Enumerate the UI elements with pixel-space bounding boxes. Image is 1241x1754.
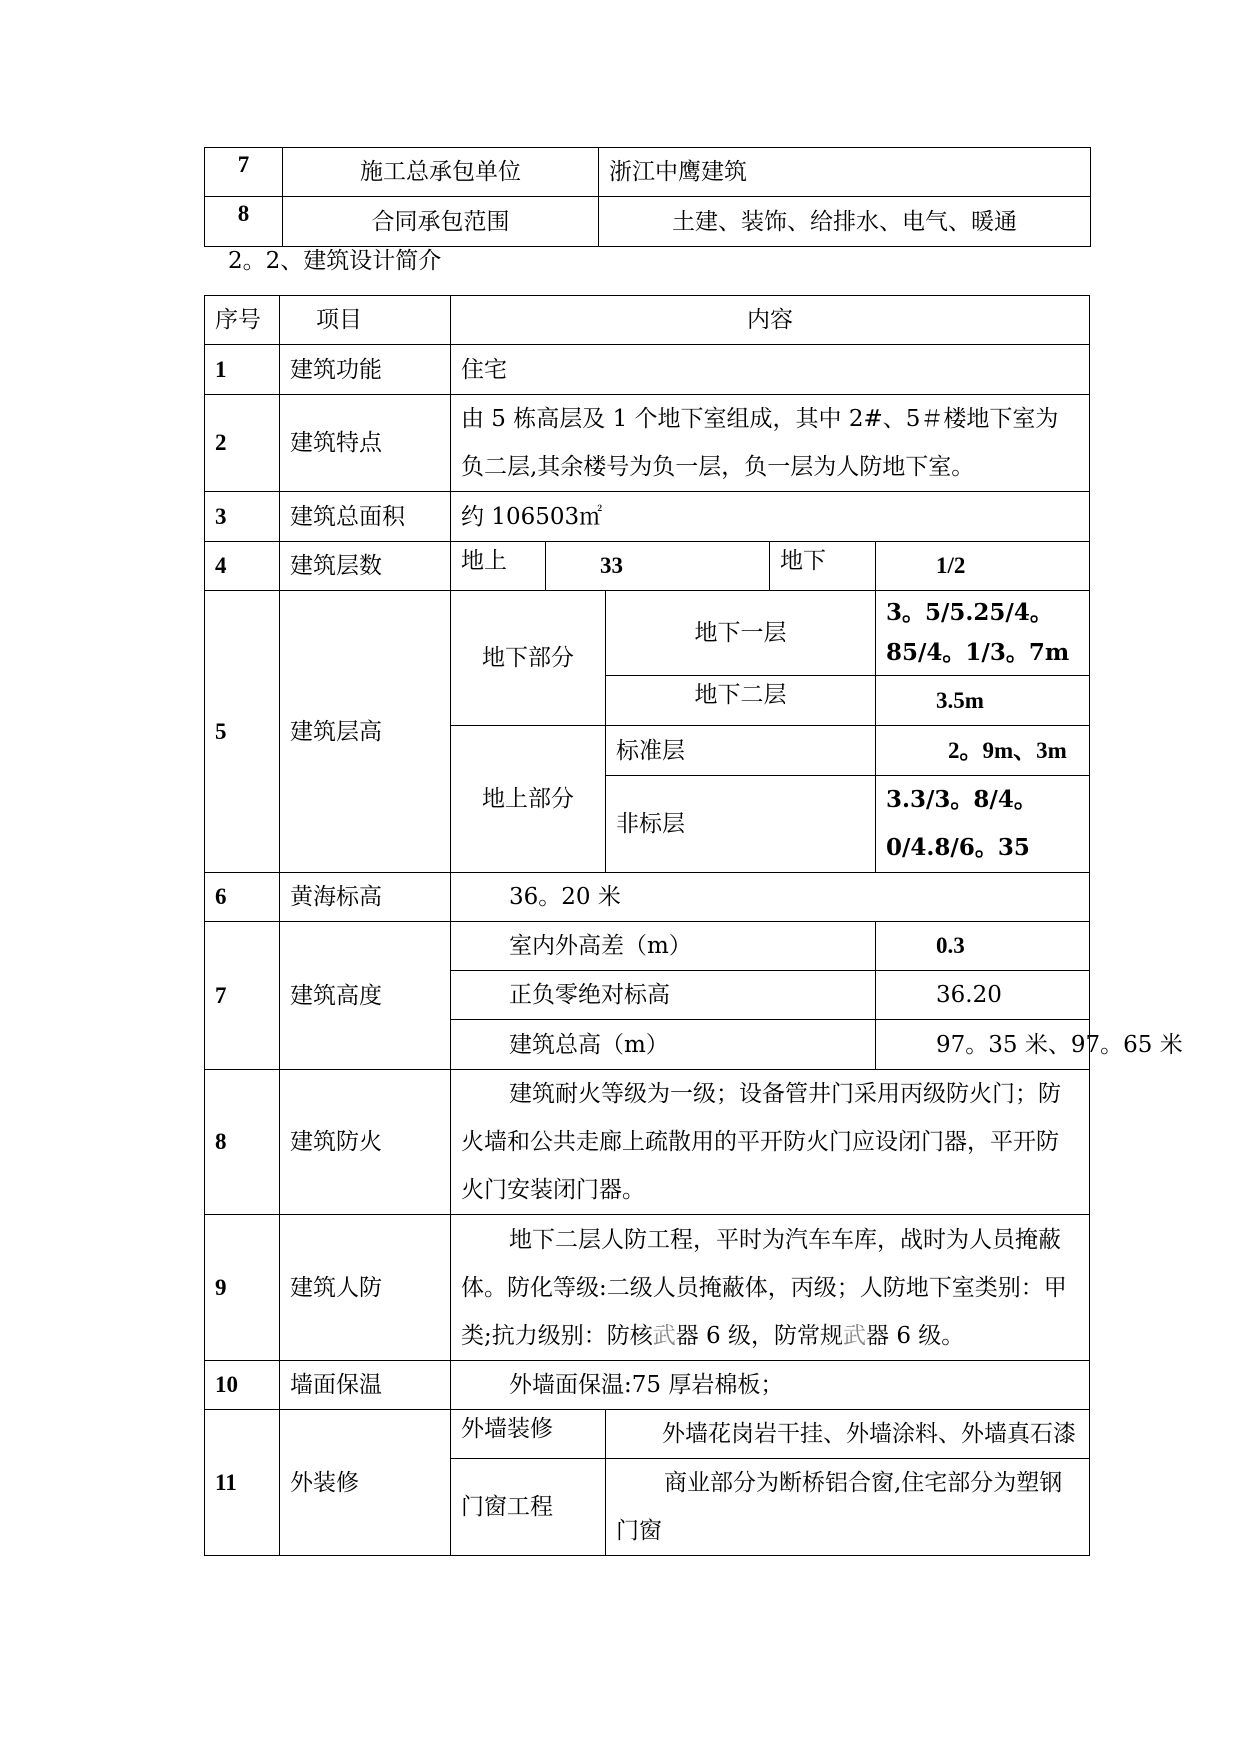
row-content: 由 5 栋高层及 1 个地下室组成，其中 2#、5＃楼地下室为负二层,其余楼号为负一层，负一层为人防地下室。 bbox=[451, 395, 1090, 492]
row-number: 4 bbox=[205, 542, 280, 591]
row-number: 1 bbox=[205, 345, 280, 395]
row-number: 8 bbox=[205, 197, 283, 247]
nonstd-value: 3.3/3。8/4。0/4.8/6。35 bbox=[876, 776, 1090, 873]
row-content: 住宅 bbox=[451, 345, 1090, 395]
underground-label: 地下部分 bbox=[451, 591, 606, 726]
row-item: 合同承包范围 bbox=[283, 197, 599, 247]
table-row bbox=[205, 1361, 1090, 1410]
row-content: 36。20 米 bbox=[451, 873, 1090, 922]
row-item: 建筑总面积 bbox=[280, 492, 451, 542]
table-row bbox=[205, 873, 1090, 922]
nonstd-label: 非标层 bbox=[606, 776, 876, 873]
row-number: 5 bbox=[205, 591, 280, 873]
content-part-gray: 武 bbox=[843, 1322, 867, 1349]
b2-label: 地下二层 bbox=[606, 676, 876, 726]
row-number: 3 bbox=[205, 492, 280, 542]
row-number: 6 bbox=[205, 873, 280, 922]
row-number: 7 bbox=[205, 922, 280, 1070]
row-number: 8 bbox=[205, 1070, 280, 1215]
aboveground-label: 地上部分 bbox=[451, 726, 606, 873]
total-value: 97。35 米、97。65 米 bbox=[876, 1020, 1090, 1070]
header-no: 序号 bbox=[205, 296, 280, 345]
diff-value: 0.3 bbox=[876, 922, 1090, 971]
content-part-gray: 武 bbox=[652, 1322, 676, 1349]
above-ground-value: 33 bbox=[546, 542, 770, 591]
content-part: 器 6 级。 bbox=[866, 1322, 965, 1349]
zero-value: 36.20 bbox=[876, 971, 1090, 1020]
design-table bbox=[204, 295, 1183, 1556]
table-row bbox=[205, 922, 1090, 971]
table-row bbox=[205, 345, 1090, 395]
row-content bbox=[451, 1215, 1090, 1361]
content-part: 器 6 级，防常规 bbox=[675, 1322, 844, 1349]
row-item: 建筑功能 bbox=[280, 345, 451, 395]
table-row bbox=[205, 1215, 1090, 1361]
table-row bbox=[205, 1070, 1090, 1215]
row-number: 10 bbox=[205, 1361, 280, 1410]
contractor-table bbox=[204, 147, 1091, 247]
window-label: 门窗工程 bbox=[451, 1459, 606, 1556]
std-value: 2。9m、3m bbox=[876, 726, 1090, 776]
table-row bbox=[205, 1410, 1090, 1459]
zero-label: 正负零绝对标高 bbox=[451, 971, 876, 1020]
row-content: 土建、装饰、给排水、电气、暖通 bbox=[599, 197, 1091, 247]
std-label: 标准层 bbox=[606, 726, 876, 776]
row-item: 建筑层数 bbox=[280, 542, 451, 591]
table-row bbox=[205, 148, 1091, 197]
b2-value: 3.5m bbox=[876, 676, 1090, 726]
row-item: 建筑特点 bbox=[280, 395, 451, 492]
row-item: 墙面保温 bbox=[280, 1361, 451, 1410]
content-part: 地下二层人防工程，平时为汽车车库，战时为人员掩蔽体。防化等级:二级人员掩蔽体，丙级；人防地下室类别：甲类;抗力级别：防核 bbox=[461, 1226, 1067, 1349]
table-row bbox=[205, 197, 1091, 247]
wall-value: 外墙花岗岩干挂、外墙涂料、外墙真石漆 bbox=[606, 1410, 1090, 1459]
section-heading: 2。2、建筑设计简介 bbox=[228, 248, 442, 274]
row-item: 施工总承包单位 bbox=[283, 148, 599, 197]
table-row bbox=[205, 492, 1090, 542]
header-row bbox=[205, 296, 1090, 345]
row-item: 建筑高度 bbox=[280, 922, 451, 1070]
row-number: 7 bbox=[205, 148, 283, 197]
below-ground-label: 地下 bbox=[770, 542, 876, 591]
header-item: 项目 bbox=[280, 296, 451, 345]
below-ground-value: 1/2 bbox=[876, 542, 1090, 591]
table-row bbox=[205, 542, 1090, 591]
b1-label: 地下一层 bbox=[606, 591, 876, 676]
row-number: 11 bbox=[205, 1410, 280, 1556]
row-content: 浙江中鹰建筑 bbox=[599, 148, 1091, 197]
window-value: 商业部分为断桥铝合窗,住宅部分为塑钢门窗 bbox=[606, 1459, 1090, 1556]
row-item: 建筑防火 bbox=[280, 1070, 451, 1215]
row-number: 9 bbox=[205, 1215, 280, 1361]
row-content: 建筑耐火等级为一级；设备管井门采用丙级防火门；防火墙和公共走廊上疏散用的平开防火门应设闭门器，平开防火门安装闭门器。 bbox=[451, 1070, 1090, 1215]
b1-value: 3。5/5.25/4。85/4。1/3。7m bbox=[876, 591, 1090, 676]
wall-label: 外墙装修 bbox=[451, 1410, 606, 1459]
row-content: 外墙面保温:75 厚岩棉板； bbox=[451, 1361, 1090, 1410]
row-item: 黄海标高 bbox=[280, 873, 451, 922]
row-item: 外装修 bbox=[280, 1410, 451, 1556]
total-label: 建筑总高（m） bbox=[451, 1020, 876, 1070]
header-content: 内容 bbox=[451, 296, 1090, 345]
row-item: 建筑人防 bbox=[280, 1215, 451, 1361]
table-row bbox=[205, 395, 1090, 492]
table-row bbox=[205, 591, 1090, 676]
row-content: 约 106503㎡ bbox=[451, 492, 1090, 542]
row-number: 2 bbox=[205, 395, 280, 492]
above-ground-label: 地上 bbox=[451, 542, 546, 591]
diff-label: 室内外高差（m） bbox=[451, 922, 876, 971]
row-item: 建筑层高 bbox=[280, 591, 451, 873]
